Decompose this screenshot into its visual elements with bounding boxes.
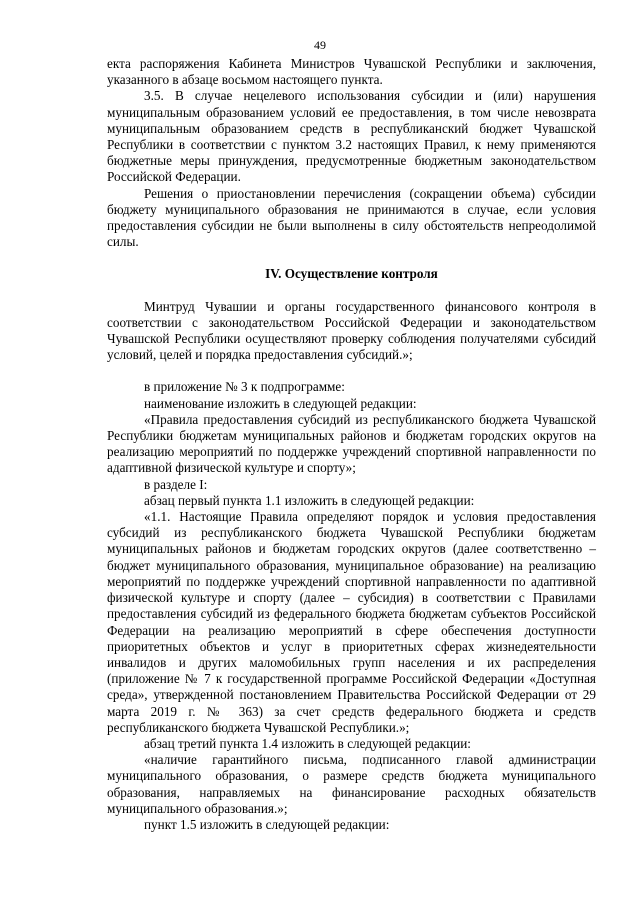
page-number: 49 [314,38,326,52]
document-body [107,56,596,833]
paragraph: пункт 1.5 изложить в следующей редакции: [144,816,390,832]
paragraph: Минтруд Чувашии и органы государственного финансового контроля в соответствии с законодательством Российской Федерации и законодательством Чувашской Республики осуществляют проверку соблюдения получателями субсидий условий, целей и порядка предоставления субсидий.»; [107,298,596,363]
paragraph: наименование изложить в следующей редакции: [144,395,417,411]
paragraph: абзац первый пункта 1.1 изложить в следующей редакции: [144,492,475,508]
paragraph: екта распоряжения Кабинета Министров Чувашской Республики и заключения, указанного в абзаце восьмом настоящего пункта. [107,56,596,88]
paragraph: «наличие гарантийного письма, подписанного главой администрации муниципального образования, о размере средств бюджета муниципального образования, направляемых на финансирование расходных обязательств муниципального образования.»; [107,752,596,816]
paragraph: в разделе I: [144,476,208,492]
paragraph: Решения о приостановлении перечисления (сокращении объема) субсидии бюджету муниципального образования не принимаются в случае, если условия предоставления субсидии не были выполнены в силу обстоятельств непреодолимой силы. [107,185,596,250]
paragraph: в приложение № 3 к подпрограмме: [144,379,345,395]
paragraph: «1.1. Настоящие Правила определяют порядок и условия предоставления субсидий из республиканского бюджета Чувашской Республики бюджетам муниципальных районов и бюджетам городских округов (далее соответственно – бюджет муниципального образования, муниципальное образование) на реализацию мероприятий по поддержке учреждений спортивной направленности по адаптивной физической культуре и спорту (далее – субсидия) в соответствии с Правилами предоставления субсидий из федерального бюджета бюджетам субъектов Российской Федерации на реализацию мероприятий в сфере обеспечения доступности приоритетных объектов и услуг в приоритетных сферах жизнедеятельности инвалидов и других маломобильных групп населения и их распределения (приложение № 7 к государственной программе Российской Федерации «Доступная среда», утвержденной постановлением Правительства Российской Федерации от 29 марта 2019 г. № 363) за счет средств федерального бюджета и средств республиканского бюджета Чувашской Республики.»; [107,509,596,735]
paragraph: 3.5. В случае нецелевого использования субсидии и (или) нарушения муниципальным образованием условий ее предоставления, в том числе невозврата муниципальным образованием средств в республиканский бюджет Чувашской Республики в соответствии с пунктом 3.2 настоящих Правил, к нему применяются бюджетные меры принуждения, предусмотренные бюджетным законодательством Российской Федерации. [107,88,596,185]
section-heading: IV. Осуществление контроля [265,266,438,282]
paragraph: «Правила предоставления субсидий из республиканского бюджета Чувашской Республики бюджетам муниципальных районов и бюджетам городских округов на реализацию мероприятий по поддержке учреждений спортивной направленности по адаптивной физической культуре и спорту»; [107,411,596,476]
paragraph: абзац третий пункта 1.4 изложить в следующей редакции: [144,735,471,751]
